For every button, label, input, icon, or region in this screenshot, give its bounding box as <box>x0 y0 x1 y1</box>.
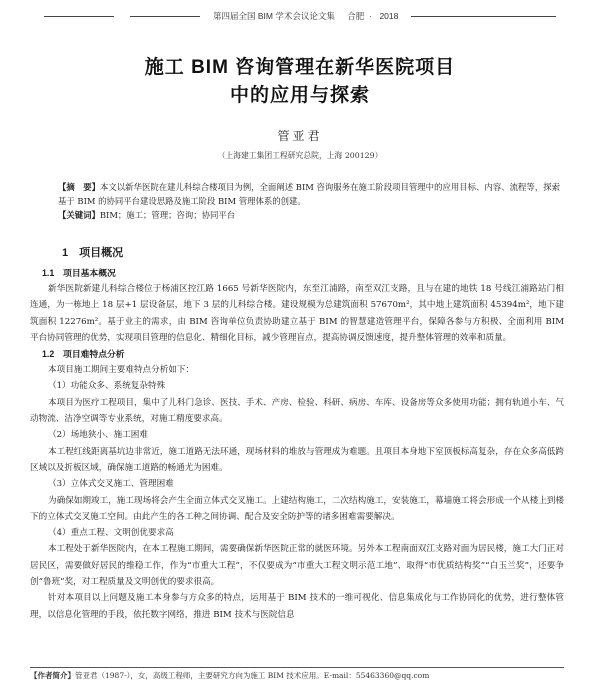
list-item-4: （4）重点工程、文明创优要求高 <box>48 528 174 539</box>
footnote-label: 【作者简介】 <box>30 671 75 680</box>
header-location: 合肥 <box>347 11 365 21</box>
paper-title <box>30 54 570 110</box>
keywords-paragraph <box>58 208 560 222</box>
paragraph-project-overview: 新华医院新建儿科综合楼位于杨浦区控江路 1665 号新华医院内，东至江浦路，南至双江支路，且与在建的地铁 18 号线江浦路站门相连通，为一栋地上 18 层+1 层设备层，地下 3 层的儿科综合楼。建设规模为总建筑面积 57670m²，其中地上建筑面积 45394m²，地下建筑面积 12276m²。基于业主的需求，由 BIM 咨询单位负责协助建立基于 BIM 的智慧建造管理平台，保障各参与方积极、全面利用 BIM 平台协同管理的优势，实现项目管理的信息化、精细化目标，减少管理盲点，提高协调反馈速度，提升整体管理的效率和质量。 <box>30 284 564 343</box>
list-item-3: （3）立体式交叉施工、管理困难 <box>48 479 174 490</box>
author-name: 管亚君 <box>277 129 323 143</box>
paragraph-difficulty-3: 为确保如期竣工，施工现场将会产生全面立体式交叉施工。上建结构施工，二次结构施工，安装施工，幕墙施工将会形成一个从楼上到楼下的立体式交叉施工空间。由此产生的各工种之间协调、配合及安全防护等的诸多困难需要解决。 <box>30 495 564 522</box>
author-footnote <box>30 667 564 681</box>
keywords-text: BIM；施工；管理；咨询；协同平台 <box>99 210 236 220</box>
header-journal: 第四届全国 BIM 学术会议论文集 <box>213 11 335 21</box>
author-affiliation: （上海建工集团工程研究总院，上海 200129） <box>217 151 383 160</box>
abstract-label: 【摘 要】 <box>58 182 100 192</box>
section-heading-1: 1 项目概况 <box>62 247 124 259</box>
header-rule-left-2 <box>130 16 200 17</box>
body-text <box>30 243 564 623</box>
paragraph-bim-approach: 针对本项目以上问题及施工本身参与方众多的特点，运用基于 BIM 技术的一维可视化、信息集成化与工作协同化的优势，进行整体管理，以信息化管理的手段，依托数字网络，推进 BIM 技术与医院信息 <box>30 593 564 620</box>
keywords-label: 【关键词】 <box>58 210 100 220</box>
title-line-2: 中的应用与探索 <box>229 85 370 106</box>
header-rule-left <box>44 16 114 17</box>
abstract-paragraph <box>58 180 560 208</box>
title-line-1: 施工 BIM 咨询管理在新华医院项目 <box>144 57 456 78</box>
paragraph-difficulties-intro: 本项目施工期间主要难特点分析如下： <box>48 365 195 376</box>
subsection-heading-1-2: 1.2 项目难特点分析 <box>42 349 125 360</box>
list-item-2: （2）场地狭小、施工困难 <box>48 430 148 441</box>
abstract-text: 本文以新华医院在建儿科综合楼项目为例，全面阐述 BIM 咨询服务在施工阶段项目管理中的应用目标、内容、流程等，探索基于 BIM 的协同平台建设思路及施工阶段 BIM 管理体系的创建。 <box>58 182 560 206</box>
header-rule-right <box>411 16 556 17</box>
header-year: 2018 <box>379 11 399 21</box>
header-text: 第四届全国 BIM 学术会议论文集 合肥 · 2018 <box>213 11 399 21</box>
running-header <box>36 8 564 24</box>
list-item-1: （1）功能众多、系统复杂特殊 <box>48 381 166 392</box>
footnote-text: 管亚君（1987-），女，高级工程师，主要研究方向为施工 BIM 技术应用。E-mail：55463360@qq.com <box>75 671 430 680</box>
paragraph-difficulty-1: 本项目为医疗工程项目，集中了儿科门急诊、医技、手术、产房、检验、科研、病房、车库、设备房等众多使用功能；拥有轨道小车、气动物流、洁净空调等专业系统，对施工精度要求高。 <box>30 397 564 425</box>
abstract-block <box>58 180 560 222</box>
paragraph-difficulty-4: 本工程处于新华医院内，在本工程施工期间，需要确保新华医院正常的就医环境。另外本工程南面双江支路对面为居民楼，施工大门正对居民区，需要做好居民的维稳工作，作为“市重大工程”，不仅要成为“市重大工程文明示范工地”、取得“市优质结构奖”“白玉兰奖”，还要争创“鲁班”奖，对工程质量及文明创优的要求很高。 <box>30 544 564 588</box>
paragraph-difficulty-2: 本工程红线距离基坑边非常近，施工道路无法环通，现场材料的堆放与管理成为难题。且项目本身地下室顶板标高复杂，存在众多高低跨区域以及折板区域，确保施工道路的畅通尤为困难。 <box>30 446 564 473</box>
subsection-heading-1-1: 1.1 项目基本概况 <box>42 268 116 278</box>
